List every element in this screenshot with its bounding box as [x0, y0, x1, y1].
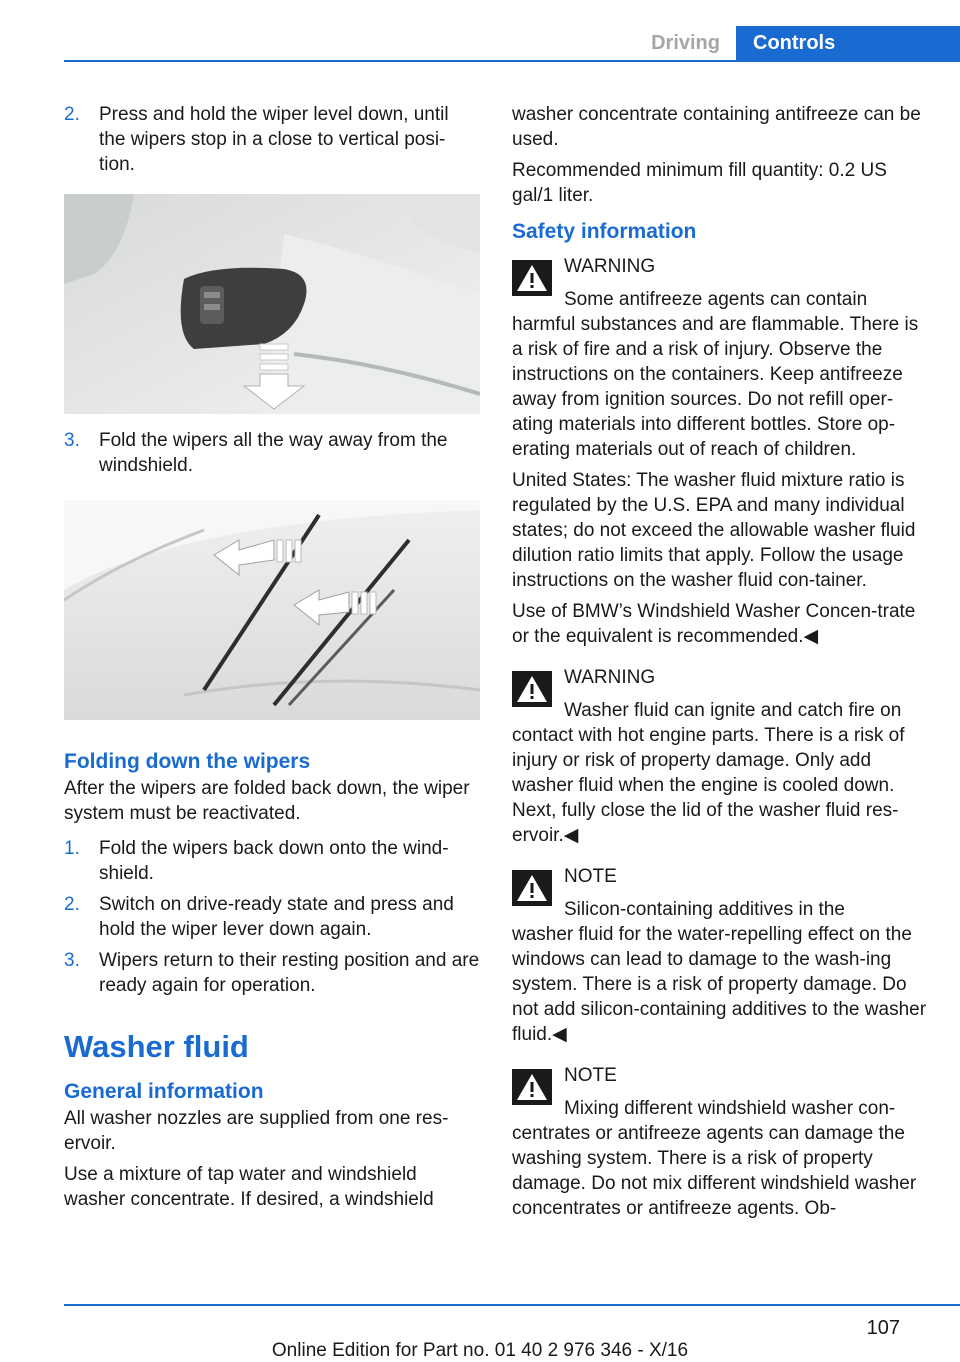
warning-label: WARNING: [564, 667, 656, 688]
note-silicon: [512, 864, 930, 1047]
folding-steps-list: [64, 836, 480, 998]
tab-controls: Controls: [736, 26, 960, 60]
unfold-step-2: [64, 102, 480, 177]
fold-step: [64, 836, 480, 886]
general-information-heading: General information: [64, 1080, 264, 1103]
step-text: Fold the wipers all the way away from the windshield.: [99, 430, 448, 476]
warning-triangle-icon: [512, 870, 552, 906]
warning-first-line: Some antifreeze agents can contain: [564, 289, 868, 310]
right-column: [512, 102, 930, 1221]
warning-first-line: Washer fluid can ignite and catch fire on: [564, 700, 902, 721]
warning-triangle-icon: [512, 1069, 552, 1105]
warning-body: contact with hot engine parts. There is a risk of injury or risk of property damage. Only add washer fluid when the engine is cooled down. Next, fully close the lid of the washer fluid res‐ervoir.◀: [512, 725, 905, 846]
washer-fluid-heading: Washer fluid: [64, 1029, 249, 1064]
folding-down-heading: Folding down the wipers: [64, 750, 311, 773]
page-number: 107: [866, 1317, 900, 1339]
concentrate-paragraph: washer concentrate containing antifreeze can be used.: [512, 104, 921, 150]
step-text: Fold the wipers back down onto the wind‐shield.: [99, 838, 449, 884]
warning-body: harmful substances and are flammable. There is a risk of fire and a risk of injury. Observe the instructions on the containers. Keep antifreeze away from ignition sources. Do not refill oper‐ating materials into different bottles. Store op‐erating materials out of reach of children.: [512, 314, 919, 460]
warning-antifreeze: [512, 254, 930, 462]
step-text: Wipers return to their resting position and are ready again for operation.: [99, 950, 480, 996]
wipers-folded-illustration: [64, 500, 480, 720]
bmw-concentrate-paragraph: Use of BMW’s Windshield Washer Concen‐trate or the equivalent is recommended.◀: [512, 601, 916, 647]
note-first-line: Silicon-containing additives in the: [564, 899, 845, 920]
note-body: centrates or antifreeze agents can damage the washing system. There is a risk of property damage. Do not mix different windshield washer concentrates or antifreeze agents. Ob‐: [512, 1123, 917, 1219]
general-paragraph-2: Use a mixture of tap water and windshield washer concentrate. If desired, a windshield: [64, 1164, 434, 1210]
step-number: 3.: [64, 430, 80, 451]
step-number: 1.: [64, 838, 80, 859]
note-label: NOTE: [564, 1065, 617, 1086]
footer-rule: [64, 1304, 960, 1306]
step-text: Switch on drive-ready state and press and hold the wiper lever down again.: [99, 894, 454, 940]
edition-line: Online Edition for Part no. 01 40 2 976 346 - X/16: [271, 1340, 689, 1361]
tab-driving: Driving: [640, 26, 736, 60]
warning-triangle-icon: [512, 260, 552, 296]
wiper-lever-illustration: [64, 194, 480, 414]
header-rule: [64, 60, 960, 62]
step-number: 3.: [64, 950, 80, 971]
note-body: washer fluid for the water-repelling effect on the windows can lead to damage to the wash‐ing system. There is a risk of property damage. Do not add silicon-containing additives to the washer fluid.◀: [512, 924, 927, 1045]
folding-intro: After the wipers are folded back down, the wiper system must be reactivated.: [64, 778, 470, 824]
note-label: NOTE: [564, 866, 617, 887]
step-number: 2.: [64, 104, 80, 125]
unfold-step-3: [64, 428, 480, 478]
left-column: [64, 102, 480, 1212]
warning-ignite: [512, 665, 930, 848]
note-mixing: [512, 1063, 930, 1221]
warning-triangle-icon: [512, 671, 552, 707]
step-number: 2.: [64, 894, 80, 915]
fill-quantity-paragraph: Recommended minimum fill quantity: 0.2 US gal/1 liter.: [512, 160, 887, 206]
fold-step: [64, 892, 480, 942]
us-regulation-paragraph: United States: The washer fluid mixture ratio is regulated by the U.S. EPA and many individual states; do not exceed the allowable washer fluid dilution ratio limits that apply. Follow the usage instructions on the washer fluid con‐tainer.: [512, 470, 916, 591]
safety-information-heading: Safety information: [512, 220, 697, 243]
step-text: Press and hold the wiper level down, until the wipers stop in a close to vertical posi‐tion.: [99, 104, 449, 175]
note-first-line: Mixing different windshield washer con‐: [564, 1098, 896, 1119]
fold-step: [64, 948, 480, 998]
warning-label: WARNING: [564, 256, 656, 277]
general-paragraph-1: All washer nozzles are supplied from one res‐ervoir.: [64, 1108, 449, 1154]
